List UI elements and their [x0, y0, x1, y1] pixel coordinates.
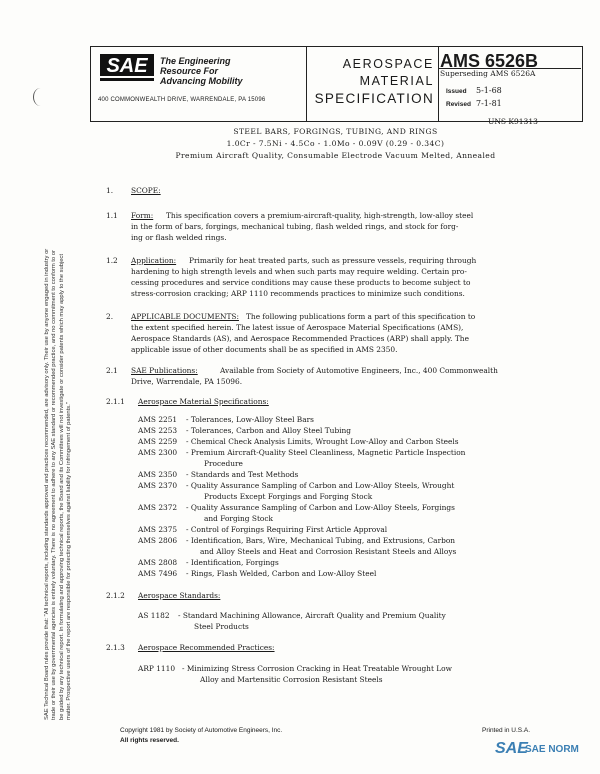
section-number: 2.1.2 [106, 591, 125, 600]
ams-ref-code: AMS 2259 [138, 437, 178, 446]
ams-ref-desc: - Quality Assurance Sampling of Carbon and Low-Alloy Steels, Wrought [186, 481, 455, 490]
ams-ref-desc: - Chemical Check Analysis Limits, Wrought Low-Alloy and Carbon Steels [186, 437, 459, 446]
section-number: 2.1.1 [106, 397, 125, 406]
ams-ref-code: AMS 2300 [138, 448, 178, 457]
section-heading: Aerospace Material Specifications: [138, 397, 269, 406]
ams-ref-code: AMS 7496 [138, 569, 178, 578]
rights-reserved: All rights reserved. [120, 737, 179, 744]
section-heading: Aerospace Recommended Practices: [138, 643, 275, 652]
header-divider [438, 47, 439, 121]
sae-board-notice [44, 140, 73, 720]
notice-line: be guided by any technical report. In formulating and approving technical reports, the Board and its Committees will not investigate or consider patents which may apply to the subject [58, 254, 65, 720]
section-number: 2.1.3 [106, 643, 125, 652]
printed-in: Printed in U.S.A. [482, 727, 531, 734]
paragraph-line: Drive, Warrendale, PA 15096. [131, 377, 243, 386]
ams-ref-code: AMS 2350 [138, 470, 178, 479]
watermark-text: SAE NORM [525, 744, 579, 755]
paragraph-line: in the form of bars, forgings, mechanical tubing, flash welded rings, and stock for forg- [131, 222, 459, 231]
watermark-logo: SAE [495, 740, 528, 757]
as-ref-desc-cont: Steel Products [194, 622, 249, 631]
section-number: 1.2 [106, 256, 118, 265]
ams-ref-desc: - Control of Forgings Requiring First Article Approval [186, 525, 388, 534]
paragraph-line: the extent specified herein. The latest issue of Aerospace Material Specifications (AMS), [131, 323, 464, 332]
ams-ref-desc: - Identification, Forgings [186, 558, 279, 567]
section-number: 1. [106, 186, 114, 195]
ams-ref-desc-cont: Procedure [204, 459, 243, 468]
section-label: Application: [131, 256, 177, 265]
ams-ref-code: AMS 2375 [138, 525, 178, 534]
notice-line: trade or their use by governmental agencies is entirely voluntary. There is no agreement to adhere to any SAE standard or recommended practice, and no commitment to conform to or [51, 250, 58, 720]
punch-hole-mark [33, 88, 48, 106]
doc-composition: 1.0Cr - 7.5Ni - 4.5Co - 1.0Mo - 0.09V (0.29 - 0.34C) [226, 139, 445, 148]
ams-ref-code: AMS 2253 [138, 426, 178, 435]
sae-tagline [160, 56, 243, 86]
paragraph-line: The following publications form a part of this specification to [246, 312, 476, 321]
revised-label: Revised [446, 101, 471, 108]
issued-label: Issued [446, 88, 467, 95]
doc-title: STEEL BARS, FORGINGS, TUBING, AND RINGS [233, 127, 438, 136]
ams-ref-desc: - Tolerances, Carbon and Alloy Steel Tubing [186, 426, 352, 435]
ams-number: AMS 6526B [440, 51, 539, 71]
copyright: Copyright 1981 by Society of Automotive Engineers, Inc. [120, 727, 283, 734]
notice-line: matter. Prospective users of the report are responsible for protecting themselves against liability for infringement of patents." [65, 402, 72, 720]
paragraph-line: stress-corrosion cracking; ARP 1110 recommends practices to minimize such conditions. [131, 289, 465, 298]
sae-logo [98, 52, 156, 94]
ams-ref-code: AMS 2806 [138, 536, 178, 545]
spec-type-line: AEROSPACE [342, 57, 434, 71]
section-number: 2. [106, 312, 114, 321]
issued-date: 5-1-68 [476, 86, 502, 95]
doc-subtitle: Premium Aircraft Quality, Consumable Electrode Vacuum Melted, Annealed [175, 151, 496, 160]
paragraph-line: applicable issue of other documents shall be as specified in AMS 2350. [131, 345, 398, 354]
section-heading: Aerospace Standards: [138, 591, 221, 600]
superseding: Superseding AMS 6526A [440, 69, 536, 78]
tagline-line: Resource For [160, 66, 219, 76]
sae-address: 400 COMMONWEALTH DRIVE, WARRENDALE, PA 15096 [98, 97, 266, 103]
paragraph-line: Primarily for heat treated parts, such as pressure vessels, requiring through [189, 256, 477, 265]
ams-ref-desc: - Standards and Test Methods [186, 470, 299, 479]
spec-type-line: MATERIAL [359, 74, 434, 88]
ams-ref-desc: - Tolerances, Low-Alloy Steel Bars [186, 415, 314, 424]
paragraph-line: ing or flash welded rings. [131, 233, 227, 242]
section-number: 2.1 [106, 366, 118, 375]
tagline-line: The Engineering [160, 56, 231, 66]
uns-number: UNS K91313 [488, 117, 538, 126]
spec-type-line: SPECIFICATION [314, 91, 434, 106]
paragraph-line: hardening to high strength levels and when such parts may require welding. Certain pro- [131, 267, 467, 276]
section-label: APPLICABLE DOCUMENTS: [131, 312, 239, 321]
ams-ref-code: AMS 2808 [138, 558, 178, 567]
ams-ref-desc: - Identification, Bars, Wire, Mechanical Tubing, and Extrusions, Carbon [186, 536, 456, 545]
as-ref-code: AS 1182 [138, 611, 170, 620]
paragraph-line: This specification covers a premium-aircraft-quality, high-strength, low-alloy steel [166, 211, 474, 220]
paragraph-line: Aerospace Standards (AS), and Aerospace Recommended Practices (ARP) shall apply. The [131, 334, 469, 343]
revised-date: 7-1-81 [476, 99, 502, 108]
ams-ref-desc-cont: and Alloy Steels and Heat and Corrosion Resistant Steels and Alloys [200, 547, 457, 556]
as-ref-desc: - Standard Machining Allowance, Aircraft Quality and Premium Quality [178, 611, 446, 620]
ams-ref-desc: - Rings, Flash Welded, Carbon and Low-Alloy Steel [186, 569, 377, 578]
ams-ref-code: AMS 2251 [138, 415, 178, 424]
ams-ref-desc: - Premium Aircraft-Quality Steel Cleanliness, Magnetic Particle Inspection [186, 448, 466, 457]
ams-ref-code: AMS 2372 [138, 503, 178, 512]
paragraph-line: cessing procedures and service conditions may cause these products to become subject to [131, 278, 471, 287]
arp-ref-code: ARP 1110 [138, 664, 176, 673]
tagline-line: Advancing Mobility [160, 76, 243, 86]
section-label: SAE Publications: [131, 366, 198, 375]
notice-line: SAE Technical Board rules provide that: "All technical reports, including standards approved and practices recommended, are advisory only. Their use by anyone engaged in industry or [44, 248, 50, 720]
section-label: Form: [131, 211, 154, 220]
ams-ref-desc-cont: Products Except Forgings and Forging Stock [204, 492, 373, 501]
ams-ref-desc-cont: and Forging Stock [204, 514, 273, 523]
ams-ref-code: AMS 2370 [138, 481, 178, 490]
logo-text: SAE [106, 55, 148, 77]
paragraph-line: Available from Society of Automotive Engineers, Inc., 400 Commonwealth [220, 366, 498, 375]
section-number: 1.1 [106, 211, 118, 220]
arp-ref-desc: - Minimizing Stress Corrosion Cracking in Heat Treatable Wrought Low [182, 664, 452, 673]
arp-ref-desc-cont: Alloy and Martensitic Corrosion Resistant Steels [200, 675, 383, 684]
spec-type-title [306, 56, 434, 107]
ams-ref-desc: - Quality Assurance Sampling of Carbon and Low-Alloy Steels, Forgings [186, 503, 455, 512]
section-heading: SCOPE: [131, 186, 161, 195]
